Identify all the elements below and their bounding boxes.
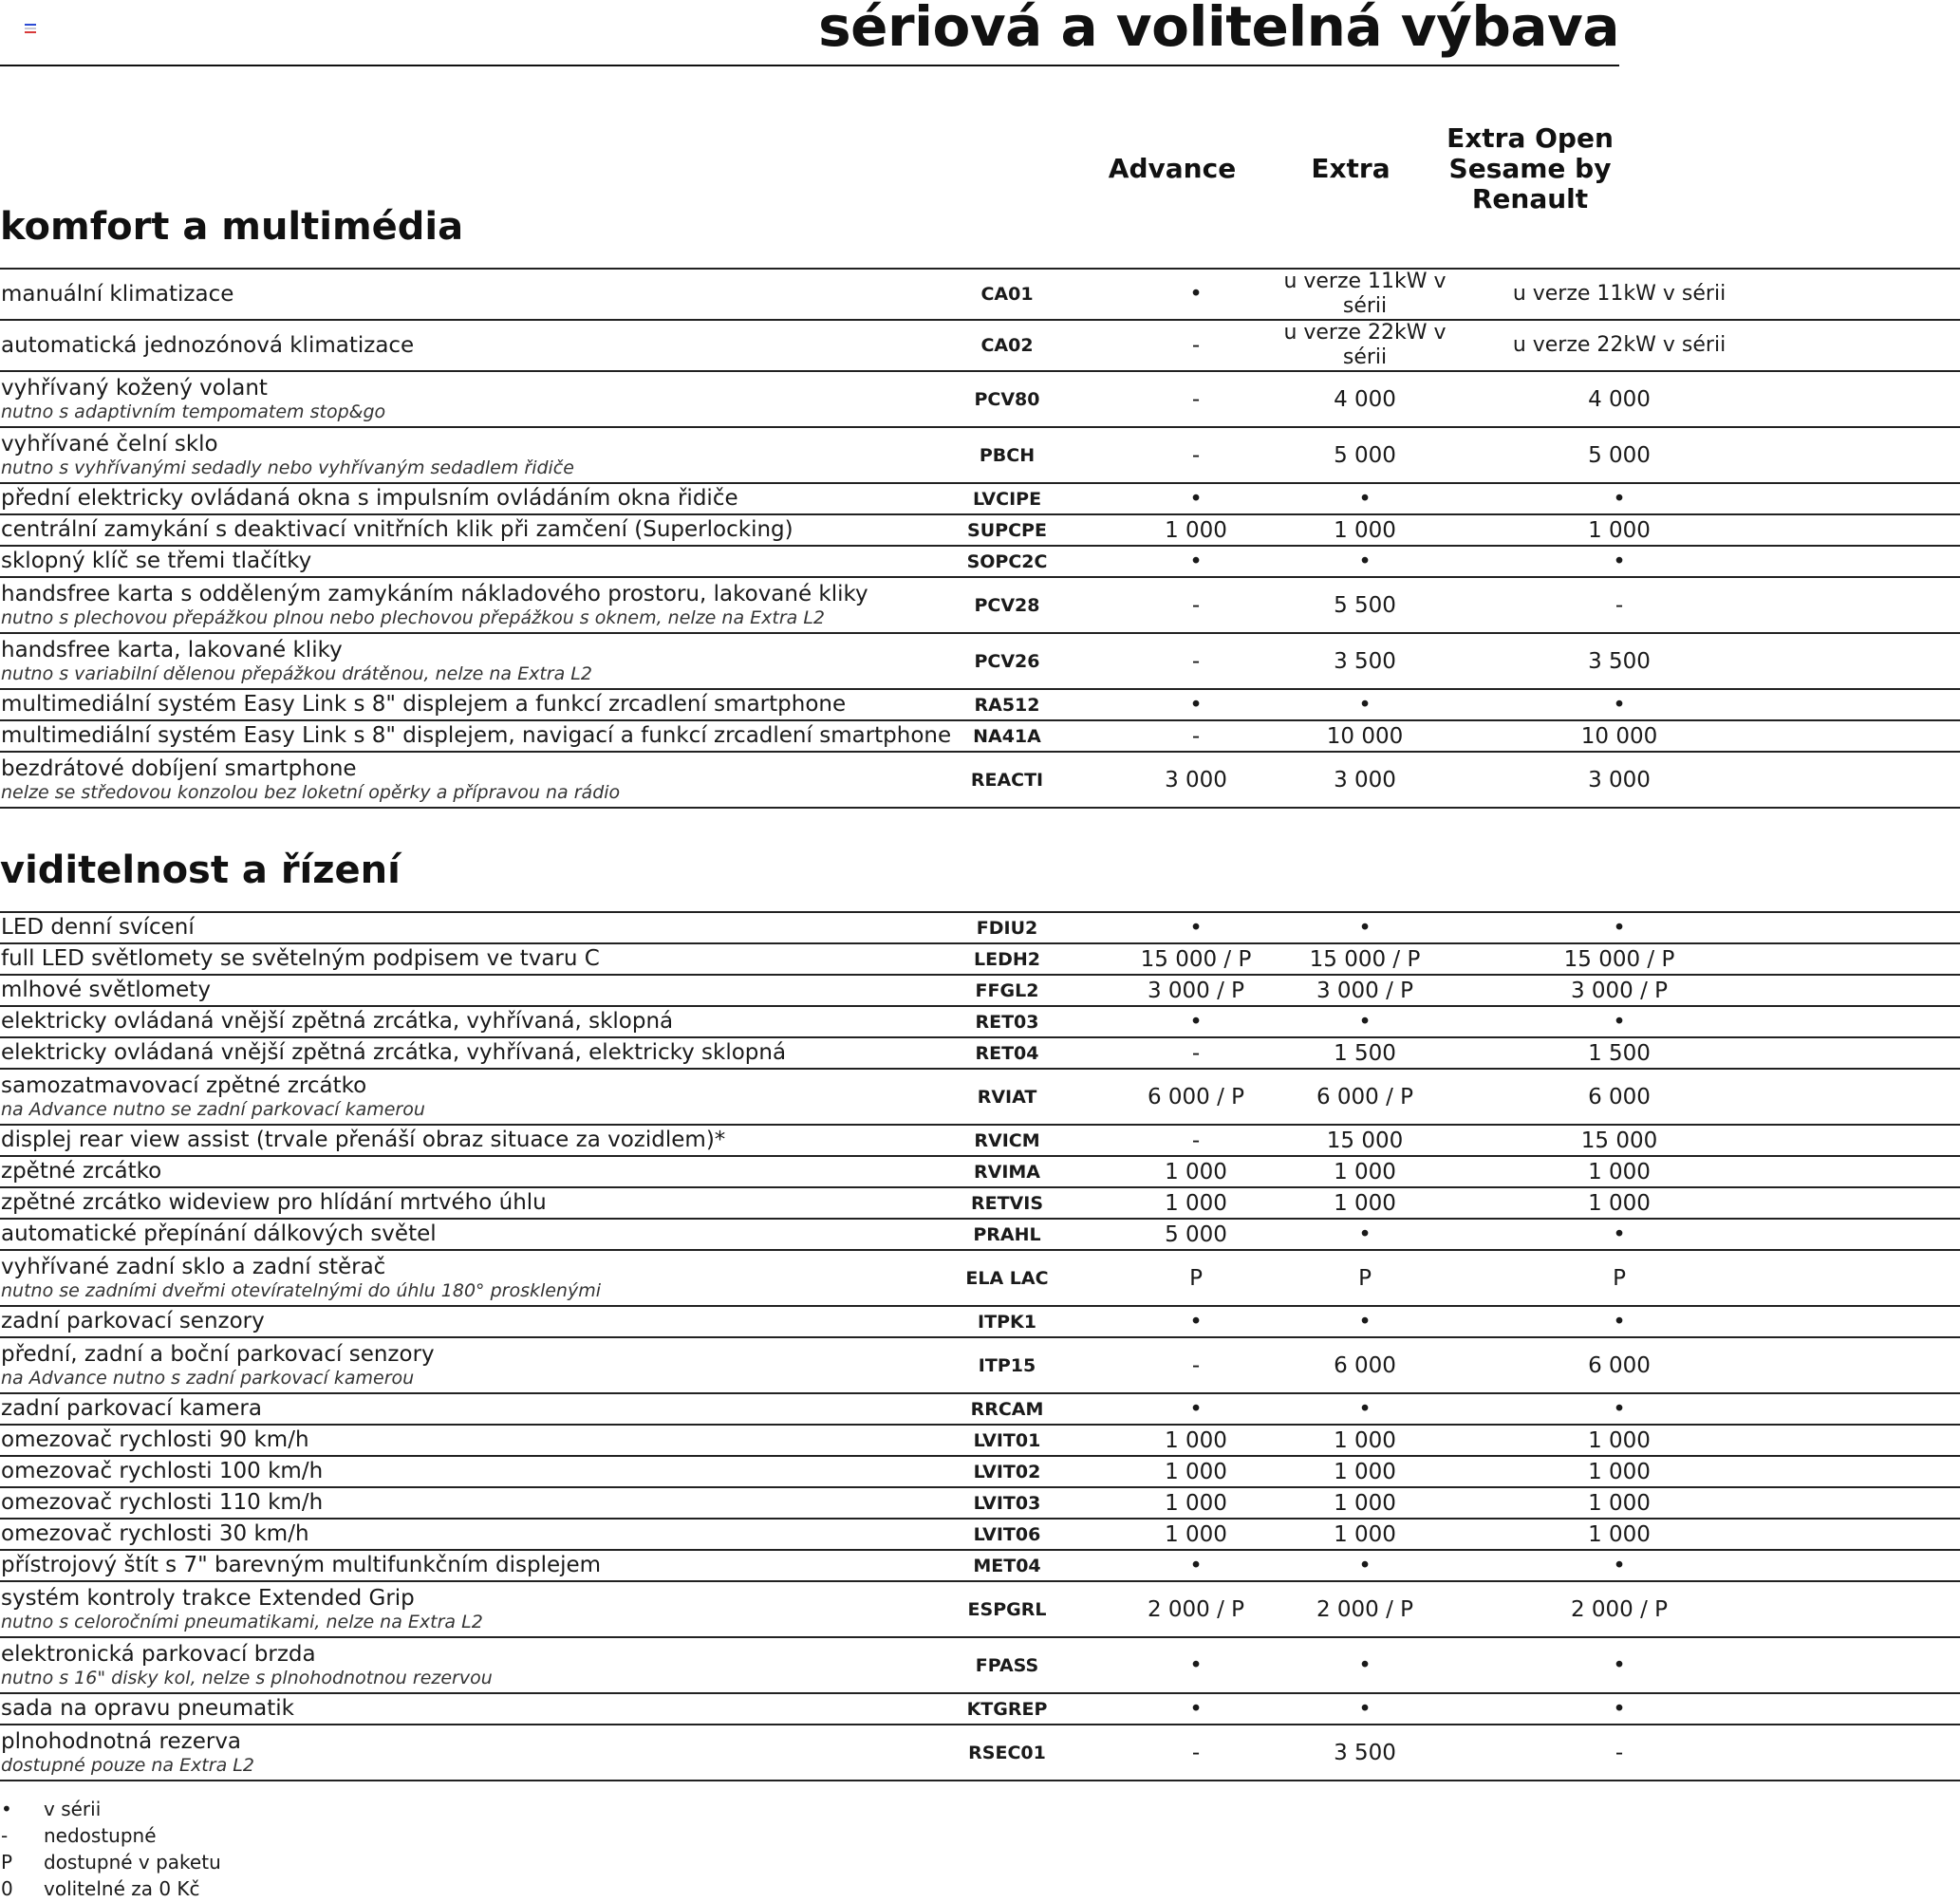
table-row bbox=[0, 943, 1960, 975]
feature-note: na Advance nutno s zadní parkovací kamerou bbox=[1, 1368, 415, 1389]
feature-cell bbox=[0, 1693, 903, 1725]
feature-cell bbox=[0, 943, 903, 975]
option-code: LVIT03 bbox=[903, 1487, 1111, 1519]
feature-cell bbox=[0, 912, 903, 943]
value-cell: - bbox=[1449, 577, 1960, 633]
option-code: FPASS bbox=[903, 1637, 1111, 1693]
value-cell: • bbox=[1111, 483, 1280, 514]
value-cell: • bbox=[1111, 1393, 1280, 1425]
legend-item bbox=[0, 1849, 221, 1875]
value-cell: 1 000 bbox=[1111, 1519, 1280, 1550]
value-cell: - bbox=[1111, 1125, 1280, 1156]
option-code: NA41A bbox=[903, 720, 1111, 752]
feature-cell bbox=[0, 1125, 903, 1156]
table-row bbox=[0, 1637, 1960, 1693]
feature-cell bbox=[0, 1637, 903, 1693]
value-cell: • bbox=[1449, 1393, 1960, 1425]
feature-label: zadní parkovací senzory bbox=[1, 1309, 265, 1333]
feature-label: full LED světlomety se světelným podpisem ve tvaru C bbox=[1, 946, 600, 971]
value-cell: • bbox=[1280, 689, 1449, 720]
feature-label: vyhřívaný kožený volant bbox=[1, 376, 268, 401]
value-cell: 1 000 bbox=[1449, 1487, 1960, 1519]
value-cell: 3 000 / P bbox=[1449, 975, 1960, 1006]
legend-symbol: • bbox=[1, 1798, 12, 1820]
table-row bbox=[0, 1219, 1960, 1250]
table-row bbox=[0, 483, 1960, 514]
value-cell: • bbox=[1111, 1306, 1280, 1337]
table-row bbox=[0, 577, 1960, 633]
option-code: RVIMA bbox=[903, 1156, 1111, 1187]
value-cell: u verze 11kW v sérii bbox=[1449, 269, 1960, 320]
spec-table-komfort bbox=[0, 268, 1960, 809]
option-code: PCV28 bbox=[903, 577, 1111, 633]
option-code: REACTI bbox=[903, 752, 1111, 808]
value-cell: 3 000 bbox=[1449, 752, 1960, 808]
value-cell: - bbox=[1111, 320, 1280, 371]
value-cell: • bbox=[1111, 269, 1280, 320]
header-bar bbox=[0, 0, 1619, 66]
menu-icon-line bbox=[25, 24, 36, 26]
value-cell: 1 000 bbox=[1280, 1519, 1449, 1550]
feature-note: nutno s adaptivním tempomatem stop&go bbox=[1, 401, 386, 422]
value-cell: 6 000 bbox=[1449, 1337, 1960, 1393]
value-cell: • bbox=[1111, 912, 1280, 943]
table-row bbox=[0, 633, 1960, 689]
legend-symbol: - bbox=[1, 1824, 9, 1847]
option-code: RET04 bbox=[903, 1037, 1111, 1069]
column-header-advance: Advance bbox=[1108, 153, 1237, 184]
value-cell: 3 500 bbox=[1280, 633, 1449, 689]
option-code: CA01 bbox=[903, 269, 1111, 320]
option-code: LVIT02 bbox=[903, 1456, 1111, 1487]
value-cell: 3 500 bbox=[1449, 633, 1960, 689]
feature-cell bbox=[0, 1069, 903, 1125]
option-code: LEDH2 bbox=[903, 943, 1111, 975]
feature-cell bbox=[0, 483, 903, 514]
value-cell: • bbox=[1280, 1550, 1449, 1581]
value-cell: • bbox=[1111, 1637, 1280, 1693]
value-cell: 15 000 / P bbox=[1280, 943, 1449, 975]
value-cell: 6 000 bbox=[1280, 1337, 1449, 1393]
feature-label: zpětné zrcátko wideview pro hlídání mrtvého úhlu bbox=[1, 1190, 547, 1215]
feature-label: displej rear view assist (trvale přenáší obraz situace za vozidlem)* bbox=[1, 1128, 726, 1152]
feature-cell bbox=[0, 975, 903, 1006]
option-code: RETVIS bbox=[903, 1187, 1111, 1219]
table-row bbox=[0, 1156, 1960, 1187]
feature-note: nutno s plechovou přepážkou plnou nebo plechovou přepážkou s oknem, nelze na Extra L2 bbox=[1, 607, 825, 628]
feature-cell bbox=[0, 1156, 903, 1187]
value-cell: • bbox=[1449, 1550, 1960, 1581]
table-row bbox=[0, 1250, 1960, 1306]
feature-label: sklopný klíč se třemi tlačítky bbox=[1, 549, 312, 573]
value-cell: 1 000 bbox=[1111, 1156, 1280, 1187]
table-row bbox=[0, 720, 1960, 752]
feature-label: multimediální systém Easy Link s 8" displejem a funkcí zrcadlení smartphone bbox=[1, 692, 847, 717]
option-code: SOPC2C bbox=[903, 546, 1111, 577]
value-cell: 3 000 / P bbox=[1280, 975, 1449, 1006]
value-cell: 4 000 bbox=[1449, 371, 1960, 427]
feature-cell bbox=[0, 1219, 903, 1250]
feature-label: elektricky ovládaná vnější zpětná zrcátka, vyhřívaná, sklopná bbox=[1, 1009, 674, 1034]
value-cell: • bbox=[1111, 1550, 1280, 1581]
option-code: LVCIPE bbox=[903, 483, 1111, 514]
value-cell: 1 000 bbox=[1449, 514, 1960, 546]
table-row bbox=[0, 1519, 1960, 1550]
feature-note: nutno s 16" disky kol, nelze s plnohodnotnou rezervou bbox=[1, 1668, 493, 1688]
feature-label: omezovač rychlosti 110 km/h bbox=[1, 1490, 324, 1515]
table-row bbox=[0, 1393, 1960, 1425]
feature-label: handsfree karta s odděleným zamykáním nákladového prostoru, lakované kliky bbox=[1, 582, 868, 606]
legend-text: nedostupné bbox=[44, 1824, 157, 1847]
table-row bbox=[0, 1550, 1960, 1581]
value-cell: • bbox=[1280, 1006, 1449, 1037]
table-row bbox=[0, 1581, 1960, 1637]
value-cell: • bbox=[1280, 1219, 1449, 1250]
legend-symbol: P bbox=[1, 1851, 13, 1874]
menu-icon-line bbox=[25, 28, 36, 29]
value-cell: 2 000 / P bbox=[1111, 1581, 1280, 1637]
table-row bbox=[0, 1125, 1960, 1156]
legend-item bbox=[0, 1822, 221, 1849]
feature-label: mlhové světlomety bbox=[1, 978, 211, 1002]
feature-note: nelze se středovou konzolou bez loketní opěrky a přípravou na rádio bbox=[1, 782, 621, 803]
feature-label: centrální zamykání s deaktivací vnitřních klik při zamčení (Superlocking) bbox=[1, 517, 793, 542]
value-cell: 2 000 / P bbox=[1280, 1581, 1449, 1637]
value-cell: 10 000 bbox=[1280, 720, 1449, 752]
feature-label: zadní parkovací kamera bbox=[1, 1396, 262, 1421]
value-cell: 1 000 bbox=[1449, 1187, 1960, 1219]
value-cell: 1 000 bbox=[1280, 1487, 1449, 1519]
feature-label: zpětné zrcátko bbox=[1, 1159, 162, 1184]
value-cell: u verze 22kW v sérii bbox=[1449, 320, 1960, 371]
feature-label: sada na opravu pneumatik bbox=[1, 1696, 294, 1721]
option-code: PBCH bbox=[903, 427, 1111, 483]
feature-cell bbox=[0, 1725, 903, 1781]
feature-cell bbox=[0, 1487, 903, 1519]
table-row bbox=[0, 1425, 1960, 1456]
value-cell: - bbox=[1111, 1337, 1280, 1393]
feature-cell bbox=[0, 1187, 903, 1219]
option-code: ELA LAC bbox=[903, 1250, 1111, 1306]
value-cell: - bbox=[1111, 1725, 1280, 1781]
value-cell: • bbox=[1449, 1693, 1960, 1725]
value-cell: • bbox=[1280, 1637, 1449, 1693]
value-cell: • bbox=[1449, 912, 1960, 943]
value-cell: 1 000 bbox=[1111, 1425, 1280, 1456]
value-cell: u verze 11kW v sérii bbox=[1280, 269, 1449, 320]
feature-cell bbox=[0, 1006, 903, 1037]
menu-icon[interactable] bbox=[25, 24, 36, 33]
value-cell: 2 000 / P bbox=[1449, 1581, 1960, 1637]
value-cell: 15 000 bbox=[1280, 1125, 1449, 1156]
table-row bbox=[0, 269, 1960, 320]
feature-label: omezovač rychlosti 30 km/h bbox=[1, 1521, 309, 1546]
feature-cell bbox=[0, 1456, 903, 1487]
value-cell: 3 500 bbox=[1280, 1725, 1449, 1781]
value-cell: 5 500 bbox=[1280, 577, 1449, 633]
value-cell: 1 000 bbox=[1449, 1425, 1960, 1456]
feature-cell bbox=[0, 320, 903, 371]
option-code: PRAHL bbox=[903, 1219, 1111, 1250]
feature-label: přístrojový štít s 7" barevným multifunkčním displejem bbox=[1, 1553, 602, 1577]
feature-cell bbox=[0, 1519, 903, 1550]
option-code: LVIT06 bbox=[903, 1519, 1111, 1550]
table-row bbox=[0, 371, 1960, 427]
value-cell: • bbox=[1111, 546, 1280, 577]
value-cell: 15 000 bbox=[1449, 1125, 1960, 1156]
value-cell: u verze 22kW v sérii bbox=[1280, 320, 1449, 371]
value-cell: • bbox=[1449, 689, 1960, 720]
value-cell: • bbox=[1449, 1306, 1960, 1337]
option-code: ITP15 bbox=[903, 1337, 1111, 1393]
feature-label: manuální klimatizace bbox=[1, 281, 234, 307]
option-code: FFGL2 bbox=[903, 975, 1111, 1006]
value-cell: • bbox=[1280, 1693, 1449, 1725]
option-code: MET04 bbox=[903, 1550, 1111, 1581]
feature-cell bbox=[0, 633, 903, 689]
value-cell: 1 000 bbox=[1449, 1519, 1960, 1550]
table-row bbox=[0, 752, 1960, 808]
feature-cell bbox=[0, 1393, 903, 1425]
table-row bbox=[0, 320, 1960, 371]
feature-label: bezdrátové dobíjení smartphone bbox=[1, 756, 357, 781]
feature-cell bbox=[0, 514, 903, 546]
value-cell: 3 000 bbox=[1280, 752, 1449, 808]
value-cell: 5 000 bbox=[1280, 427, 1449, 483]
table-row bbox=[0, 546, 1960, 577]
feature-note: na Advance nutno se zadní parkovací kamerou bbox=[1, 1099, 425, 1120]
feature-label: elektricky ovládaná vnější zpětná zrcátka, vyhřívaná, elektricky sklopná bbox=[1, 1040, 787, 1065]
table-row bbox=[0, 1037, 1960, 1069]
value-cell: • bbox=[1111, 689, 1280, 720]
option-code: PCV26 bbox=[903, 633, 1111, 689]
value-cell: 15 000 / P bbox=[1449, 943, 1960, 975]
option-code: ESPGRL bbox=[903, 1581, 1111, 1637]
spec-table-viditelnost bbox=[0, 911, 1960, 1781]
value-cell: • bbox=[1449, 1006, 1960, 1037]
value-cell: • bbox=[1280, 546, 1449, 577]
legend-text: volitelné za 0 Kč bbox=[44, 1877, 200, 1900]
value-cell: 1 000 bbox=[1449, 1156, 1960, 1187]
value-cell: P bbox=[1280, 1250, 1449, 1306]
feature-label: automatické přepínání dálkových světel bbox=[1, 1221, 437, 1246]
feature-label: plnohodnotná rezerva bbox=[1, 1729, 242, 1754]
value-cell: P bbox=[1449, 1250, 1960, 1306]
feature-note: nutno se zadními dveřmi otevíratelnými do úhlu 180° prosklenými bbox=[1, 1280, 602, 1301]
value-cell: 6 000 / P bbox=[1111, 1069, 1280, 1125]
table-row bbox=[0, 1337, 1960, 1393]
legend-item bbox=[0, 1875, 221, 1902]
option-code: FDIU2 bbox=[903, 912, 1111, 943]
feature-label: omezovač rychlosti 100 km/h bbox=[1, 1459, 324, 1483]
table-row bbox=[0, 1006, 1960, 1037]
value-cell: - bbox=[1111, 720, 1280, 752]
table-row bbox=[0, 1069, 1960, 1125]
page-title: sériová a volitelná výbava bbox=[818, 0, 1619, 59]
legend-text: v sérii bbox=[44, 1798, 102, 1820]
value-cell: • bbox=[1280, 1393, 1449, 1425]
value-cell: 1 000 bbox=[1111, 1456, 1280, 1487]
feature-label: vyhřívané zadní sklo a zadní stěrač bbox=[1, 1255, 386, 1279]
legend-text: dostupné v paketu bbox=[44, 1851, 221, 1874]
feature-cell bbox=[0, 1425, 903, 1456]
feature-cell bbox=[0, 1581, 903, 1637]
feature-cell bbox=[0, 427, 903, 483]
value-cell: • bbox=[1280, 1306, 1449, 1337]
value-cell: 3 000 bbox=[1111, 752, 1280, 808]
legend-item bbox=[0, 1796, 221, 1822]
value-cell: 1 000 bbox=[1449, 1456, 1960, 1487]
section-title-komfort: komfort a multimédia bbox=[0, 205, 464, 249]
feature-label: elektronická parkovací brzda bbox=[1, 1642, 316, 1667]
table-row bbox=[0, 514, 1960, 546]
option-code: RSEC01 bbox=[903, 1725, 1111, 1781]
value-cell: • bbox=[1111, 1006, 1280, 1037]
feature-label: přední, zadní a boční parkovací senzory bbox=[1, 1342, 435, 1367]
feature-cell bbox=[0, 1250, 903, 1306]
value-cell: - bbox=[1111, 427, 1280, 483]
value-cell: - bbox=[1111, 577, 1280, 633]
value-cell: 1 000 bbox=[1111, 514, 1280, 546]
feature-label: automatická jednozónová klimatizace bbox=[1, 332, 415, 358]
option-code: CA02 bbox=[903, 320, 1111, 371]
column-header-extra: Extra bbox=[1311, 153, 1391, 184]
feature-label: multimediální systém Easy Link s 8" displejem, navigací a funkcí zrcadlení smartphone bbox=[1, 723, 952, 748]
value-cell: • bbox=[1280, 483, 1449, 514]
feature-cell bbox=[0, 1337, 903, 1393]
column-header-extra-open-sesame: Extra Open Sesame by Renault bbox=[1447, 122, 1614, 214]
feature-cell bbox=[0, 720, 952, 752]
table-row bbox=[0, 1725, 1960, 1781]
value-cell: 5 000 bbox=[1111, 1219, 1280, 1250]
value-cell: 6 000 bbox=[1449, 1069, 1960, 1125]
table-row bbox=[0, 1306, 1960, 1337]
value-cell: 6 000 / P bbox=[1280, 1069, 1449, 1125]
table-row bbox=[0, 1487, 1960, 1519]
value-cell: - bbox=[1111, 371, 1280, 427]
value-cell: 5 000 bbox=[1449, 427, 1960, 483]
value-cell: 1 000 bbox=[1111, 1487, 1280, 1519]
feature-cell bbox=[0, 1550, 903, 1581]
value-cell: 4 000 bbox=[1280, 371, 1449, 427]
feature-note: nutno s celoročními pneumatikami, nelze na Extra L2 bbox=[1, 1612, 483, 1632]
feature-cell bbox=[0, 371, 903, 427]
option-code: RA512 bbox=[903, 689, 1111, 720]
feature-note: nutno s vyhřívanými sedadly nebo vyhřívaným sedadlem řidiče bbox=[1, 457, 574, 478]
feature-cell bbox=[0, 1306, 903, 1337]
feature-label: handsfree karta, lakované kliky bbox=[1, 638, 343, 662]
feature-cell bbox=[0, 752, 903, 808]
value-cell: 1 000 bbox=[1111, 1187, 1280, 1219]
feature-label: vyhřívané čelní sklo bbox=[1, 432, 218, 457]
legend bbox=[0, 1796, 221, 1902]
feature-label: přední elektricky ovládaná okna s impulsním ovládáním okna řidiče bbox=[1, 486, 738, 511]
value-cell: 1 000 bbox=[1280, 514, 1449, 546]
option-code: LVIT01 bbox=[903, 1425, 1111, 1456]
table-row bbox=[0, 912, 1960, 943]
menu-icon-line bbox=[25, 31, 36, 33]
value-cell: • bbox=[1449, 546, 1960, 577]
table-row bbox=[0, 427, 1960, 483]
option-code: PCV80 bbox=[903, 371, 1111, 427]
value-cell: 1 000 bbox=[1280, 1187, 1449, 1219]
value-cell: • bbox=[1449, 1219, 1960, 1250]
value-cell: 1 500 bbox=[1280, 1037, 1449, 1069]
value-cell: - bbox=[1449, 1725, 1960, 1781]
option-code: ITPK1 bbox=[903, 1306, 1111, 1337]
feature-cell bbox=[0, 1037, 903, 1069]
table-row bbox=[0, 975, 1960, 1006]
table-row bbox=[0, 689, 1960, 720]
feature-cell bbox=[0, 689, 903, 720]
option-code: KTGREP bbox=[903, 1693, 1111, 1725]
value-cell: 1 000 bbox=[1280, 1456, 1449, 1487]
value-cell: P bbox=[1111, 1250, 1280, 1306]
value-cell: 10 000 bbox=[1449, 720, 1960, 752]
value-cell: 15 000 / P bbox=[1111, 943, 1280, 975]
option-code: RVIAT bbox=[903, 1069, 1111, 1125]
value-cell: - bbox=[1111, 633, 1280, 689]
section-title-viditelnost: viditelnost a řízení bbox=[0, 848, 401, 892]
option-code: RVICM bbox=[903, 1125, 1111, 1156]
value-cell: 1 000 bbox=[1280, 1425, 1449, 1456]
feature-cell bbox=[0, 546, 903, 577]
feature-cell bbox=[0, 577, 903, 633]
feature-label: samozatmavovací zpětné zrcátko bbox=[1, 1073, 367, 1098]
value-cell: 3 000 / P bbox=[1111, 975, 1280, 1006]
feature-label: systém kontroly trakce Extended Grip bbox=[1, 1586, 415, 1611]
feature-note: nutno s variabilní dělenou přepážkou drátěnou, nelze na Extra L2 bbox=[1, 663, 592, 684]
table-row bbox=[0, 1693, 1960, 1725]
value-cell: • bbox=[1449, 1637, 1960, 1693]
value-cell: 1 500 bbox=[1449, 1037, 1960, 1069]
feature-cell bbox=[0, 269, 903, 320]
option-code: SUPCPE bbox=[903, 514, 1111, 546]
table-row bbox=[0, 1456, 1960, 1487]
value-cell: 1 000 bbox=[1280, 1156, 1449, 1187]
feature-label: LED denní svícení bbox=[1, 915, 195, 940]
option-code: RRCAM bbox=[903, 1393, 1111, 1425]
option-code: RET03 bbox=[903, 1006, 1111, 1037]
legend-symbol: 0 bbox=[1, 1877, 13, 1900]
value-cell: - bbox=[1111, 1037, 1280, 1069]
feature-note: dostupné pouze na Extra L2 bbox=[1, 1755, 254, 1776]
table-row bbox=[0, 1187, 1960, 1219]
value-cell: • bbox=[1111, 1693, 1280, 1725]
value-cell: • bbox=[1449, 483, 1960, 514]
value-cell: • bbox=[1280, 912, 1449, 943]
feature-label: omezovač rychlosti 90 km/h bbox=[1, 1427, 309, 1452]
